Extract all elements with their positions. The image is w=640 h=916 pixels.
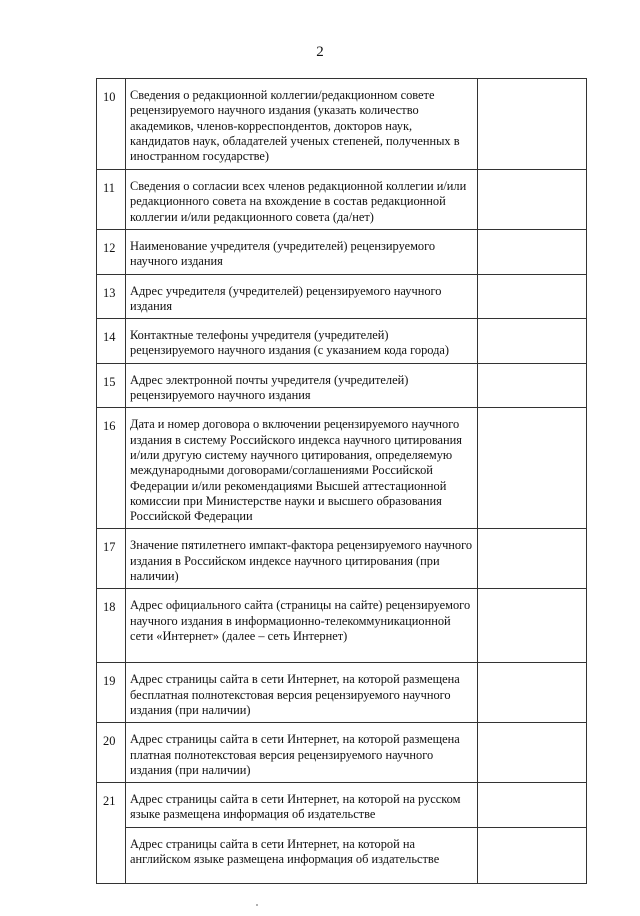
- row-answer-cell[interactable]: [478, 827, 587, 883]
- table-row: [97, 408, 587, 529]
- row-number-cell: 13: [97, 274, 126, 319]
- row-answer-cell[interactable]: [478, 723, 587, 783]
- row-description-cell: Дата и номер договора о включении рецензируемого научного издания в систему Российского индекса научного цитирования и/или другую систему научного цитирования, определяемую международными договорами/соглашениями Российской Федерации и/или рекомендациями Высшей аттестационной комиссии при Министерстве науки и высшего образования Российской Федерации: [126, 408, 478, 529]
- table-row: [97, 274, 587, 319]
- row-description-cell: Адрес учредителя (учредителей) рецензируемого научного издания: [126, 274, 478, 319]
- row-number-cell: 20: [97, 723, 126, 783]
- table-row: [97, 230, 587, 275]
- row-number-cell: 14: [97, 319, 126, 364]
- row-answer-cell[interactable]: [478, 230, 587, 275]
- row-number-cell: 17: [97, 529, 126, 589]
- row-answer-cell[interactable]: [478, 170, 587, 230]
- row-description-cell: Контактные телефоны учредителя (учредителей) рецензируемого научного издания (с указанием кода города): [126, 319, 478, 364]
- table-row: [97, 79, 587, 170]
- row-description-cell: Сведения о согласии всех членов редакционной коллегии и/или редакционного совета на вхождение в состав редакционной коллегии и/или редакционного совета (да/нет): [126, 170, 478, 230]
- row-answer-cell[interactable]: [478, 529, 587, 589]
- row-number-cell: 12: [97, 230, 126, 275]
- row-answer-cell[interactable]: [478, 274, 587, 319]
- row-description-cell: Адрес страницы сайта в сети Интернет, на которой размещена бесплатная полнотекстовая версия рецензируемого научного издания (при наличии): [126, 663, 478, 723]
- table-row: [97, 363, 587, 408]
- page-number: 2: [316, 44, 324, 60]
- row-answer-cell[interactable]: [478, 319, 587, 364]
- table-row: [97, 170, 587, 230]
- row-number-cell: 21: [97, 783, 126, 828]
- table-row: [97, 827, 587, 883]
- table-row: [97, 589, 587, 663]
- row-description-cell: Сведения о редакционной коллегии/редакционном совете рецензируемого научного издания (указать количество академиков, членов-корреспондентов, докторов наук, кандидатов наук, обладателей ученых степеней, полученных в иностранном государстве): [126, 79, 478, 170]
- journal-info-table: [96, 78, 587, 884]
- row-description-cell: Адрес страницы сайта в сети Интернет, на которой на русском языке размещена информация об издательстве: [126, 783, 478, 828]
- row-description-cell: Адрес официального сайта (страницы на сайте) рецензируемого научного издания в информационно-телекоммуникационной сети «Интернет» (далее – сеть Интернет): [126, 589, 478, 663]
- row-answer-cell[interactable]: [478, 408, 587, 529]
- row-answer-cell[interactable]: [478, 589, 587, 663]
- table-row: [97, 663, 587, 723]
- row-number-cell: [97, 827, 126, 883]
- row-number-cell: 10: [97, 79, 126, 170]
- row-answer-cell[interactable]: [478, 363, 587, 408]
- row-answer-cell[interactable]: [478, 79, 587, 170]
- row-description-cell: Наименование учредителя (учредителей) рецензируемого научного издания: [126, 230, 478, 275]
- row-description-cell: Адрес страницы сайта в сети Интернет, на которой на английском языке размещена информация об издательстве: [126, 827, 478, 883]
- row-number-cell: 19: [97, 663, 126, 723]
- row-description-cell: Значение пятилетнего импакт-фактора рецензируемого научного издания в Российском индексе научного цитирования (при наличии): [126, 529, 478, 589]
- table-row: [97, 723, 587, 783]
- table-row: [97, 319, 587, 364]
- table-row: [97, 529, 587, 589]
- row-number-cell: 15: [97, 363, 126, 408]
- row-number-cell: 11: [97, 170, 126, 230]
- row-answer-cell[interactable]: [478, 663, 587, 723]
- row-answer-cell[interactable]: [478, 783, 587, 828]
- row-description-cell: Адрес электронной почты учредителя (учредителей) рецензируемого научного издания: [126, 363, 478, 408]
- table-row: [97, 783, 587, 828]
- scan-speck: [256, 904, 258, 906]
- row-number-cell: 16: [97, 408, 126, 529]
- row-description-cell: Адрес страницы сайта в сети Интернет, на которой размещена платная полнотекстовая версия рецензируемого научного издания (при наличии): [126, 723, 478, 783]
- row-number-cell: 18: [97, 589, 126, 663]
